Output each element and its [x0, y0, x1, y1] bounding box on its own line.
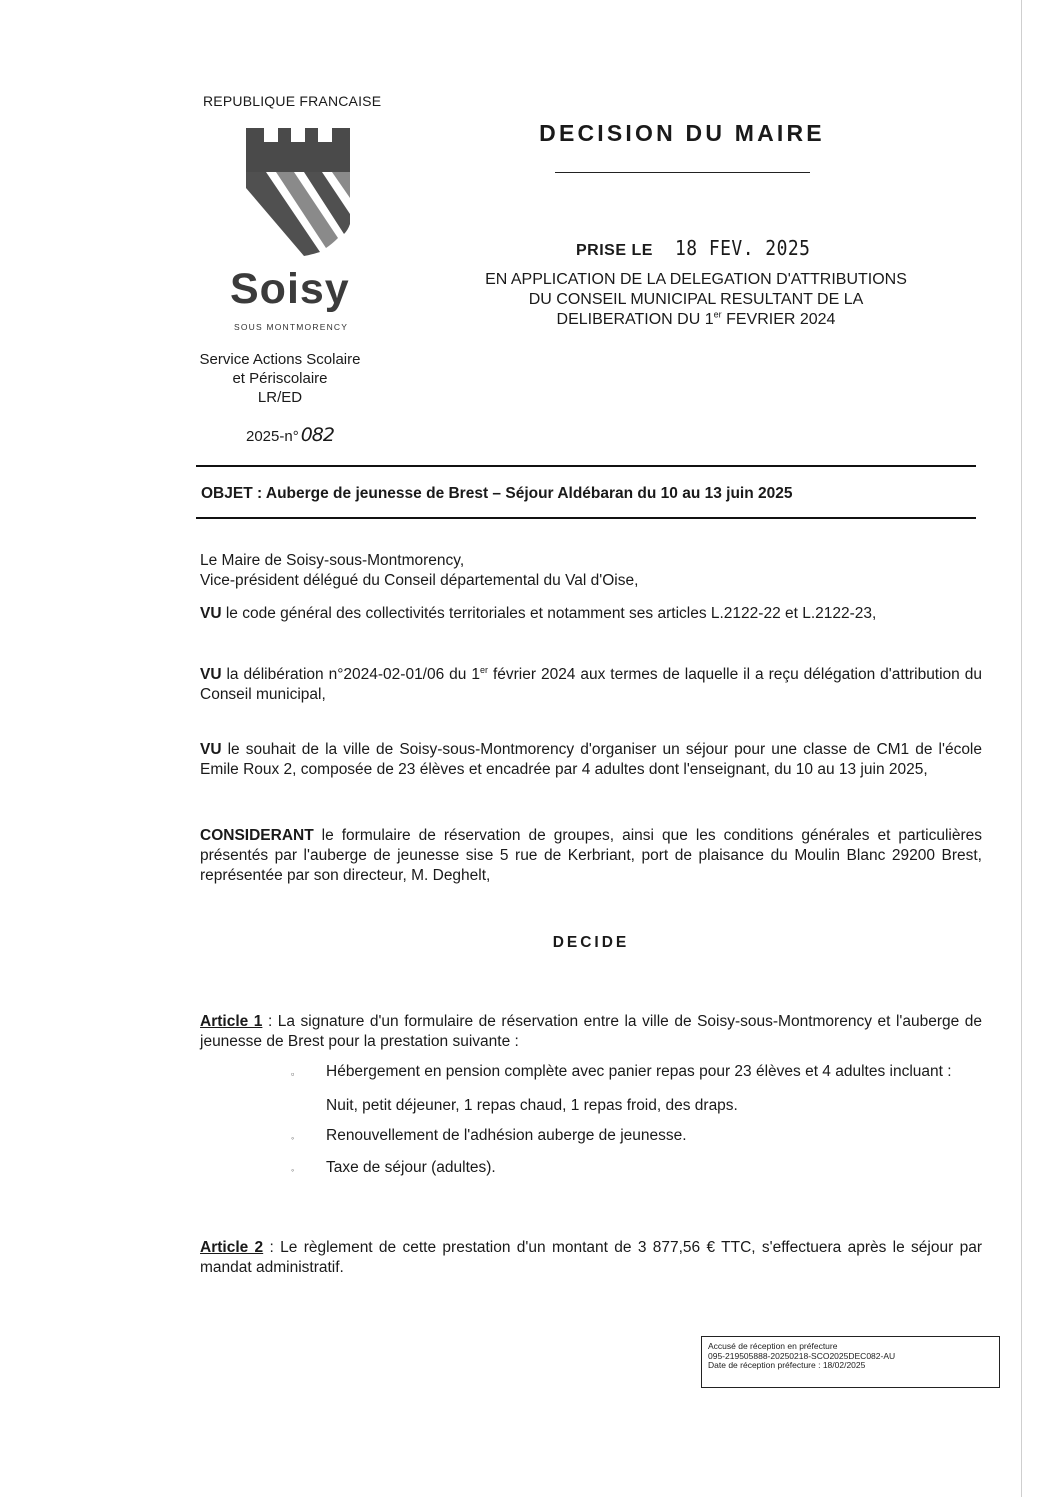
prise-label: PRISE LE — [576, 242, 653, 259]
soisy-crest-icon — [246, 128, 350, 256]
decision-number-prefix: 2025-n° — [246, 428, 299, 445]
application-line: DU CONSEIL MUNICIPAL RESULTANT DE LA — [528, 291, 864, 308]
prise-date-stamp: 18 FEV. 2025 — [674, 236, 811, 260]
bullet-icon: ◦ — [291, 1165, 295, 1175]
service-block — [190, 350, 370, 407]
objet-bottom-rule — [196, 517, 976, 519]
objet-line: OBJET : Auberge de jeunesse de Brest – Séjour Aldébaran du 10 au 13 juin 2025 — [201, 485, 793, 502]
application-line: DELIBERATION DU 1er FEVRIER 2024 — [556, 309, 836, 328]
logo-subtitle: SOUS MONTMORENCY — [234, 322, 349, 332]
service-line: et Périscolaire — [232, 370, 328, 387]
title-divider — [555, 172, 810, 173]
decide-heading: DECIDE — [552, 934, 630, 951]
republic-label: REPUBLIQUE FRANCAISE — [203, 93, 382, 109]
list-item: ◦ Renouvellement de l'adhésion auberge de jeunesse. — [291, 1126, 991, 1146]
acknowledgement-box — [701, 1336, 1000, 1388]
prise-line — [576, 236, 825, 260]
list-item: ◦ Taxe de séjour (adultes). — [291, 1158, 991, 1178]
considerant-paragraph: CONSIDERANT le formulaire de réservation de groupes, ainsi que les conditions générales et particulières présentés par l'auberge de jeunesse sise 5 rue de Kerbriant, port de plaisance du Moulin Blanc 29200 Brest, représentée par son directeur, M. Deghelt, — [200, 827, 982, 884]
intro-paragraph — [200, 551, 982, 591]
ack-line: 095-219505888-20250218-SCO2025DEC082-AU — [708, 1350, 896, 1361]
page-edge-line — [1021, 0, 1022, 1497]
article-1-paragraph: Article 1 : La signature d'un formulaire de réservation entre la ville de Soisy-sous-Montmorency et l'auberge de jeunesse de Brest pour la prestation suivante : — [200, 1013, 983, 1050]
decision-number-handwritten: 082 — [300, 424, 334, 446]
vu-paragraph-1: VU le code général des collectivités territoriales et notamment ses articles L.2122-22 et L.2122-23, — [200, 605, 877, 622]
application-line: EN APPLICATION DE LA DELEGATION D'ATTRIBUTIONS — [485, 271, 907, 288]
bullet-icon: ◦ — [291, 1133, 295, 1143]
article-2-label: Article 2 — [200, 1239, 264, 1256]
vu-paragraph-3: VU le souhait de la ville de Soisy-sous-Montmorency d'organiser un séjour pour une classe de CM1 de l'école Emile Roux 2, composée de 23 élèves et encadrée par 4 adultes dont l'enseignant, du 10 au 13 juin 2025, — [200, 741, 982, 778]
list-item-detail: Nuit, petit déjeuner, 1 repas chaud, 1 repas froid, des draps. — [326, 1097, 738, 1114]
intro-line: Vice-président délégué du Conseil départemental du Val d'Oise, — [200, 572, 639, 589]
application-block — [440, 270, 952, 330]
page-title: DECISION DU MAIRE — [539, 120, 825, 146]
article-1-label: Article 1 — [200, 1013, 263, 1030]
intro-line: Le Maire de Soisy-sous-Montmorency, — [200, 552, 465, 569]
ack-line: Accusé de réception en préfecture — [708, 1341, 838, 1351]
vu-paragraph-2: VU la délibération n°2024-02-01/06 du 1er février 2024 aux termes de laquelle il a reçu délégation d'attribution du Conseil municipal, — [200, 664, 982, 703]
service-line: Service Actions Scolaire — [199, 351, 361, 368]
ack-line: Date de réception préfecture : 18/02/2025 — [708, 1360, 866, 1370]
objet-top-rule — [196, 465, 976, 467]
article-2-paragraph: Article 2 : Le règlement de cette prestation d'un montant de 3 877,56 € TTC, s'effectuera après le séjour par mandat administratif. — [200, 1239, 982, 1276]
service-line: LR/ED — [257, 389, 303, 406]
article-1-list — [291, 1062, 991, 1178]
list-item: ▫ Hébergement en pension complète avec panier repas pour 23 élèves et 4 adultes incluant : — [291, 1062, 986, 1082]
logo-name: Soisy — [230, 265, 350, 313]
decision-number — [246, 424, 334, 446]
bullet-icon: ▫ — [291, 1069, 295, 1079]
